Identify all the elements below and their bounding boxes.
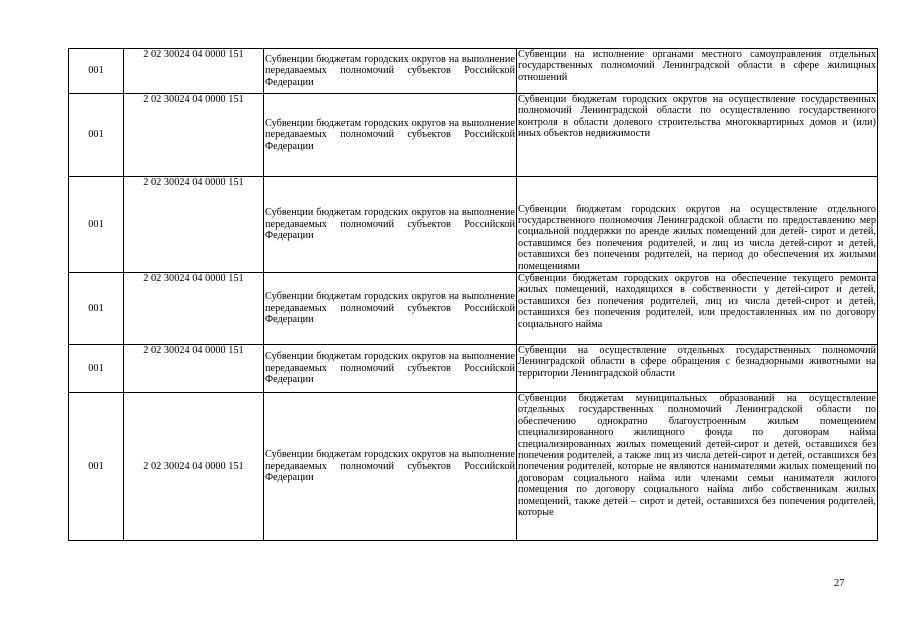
subvention-purpose-cell: Субвенции бюджетам городских округов на осуществление отдельного государственного полномочия Ленинградской области по предоставлению мер социальной поддержки по аренде жилых помещений для детей- сирот и детей, оставшимся без попечения родителей, и лиц из числа детей-сирот и детей, оставшихся без попечения родителей, на период до обеспечения их жилыми помещениями — [517, 177, 878, 273]
subvention-purpose-cell: Субвенции на исполнение органами местного самоуправления отдельных государственных полномочий Ленинградской области в сфере жилищных отношений — [517, 49, 878, 94]
admin-code-cell: 001 — [69, 273, 124, 345]
revenue-name-cell: Субвенции бюджетам городских округов на выполнение передаваемых полномочий субъектов Российской Федерации — [264, 49, 517, 94]
budget-classification-code-cell: 2 02 30024 04 0000 151 — [124, 273, 264, 345]
budget-classification-code-cell: 2 02 30024 04 0000 151 — [124, 177, 264, 273]
subvention-purpose-cell: Субвенции на осуществление отдельных государственных полномочий Ленинградской области в сфере обращения с безнадзорными животными на территории Ленинградской области — [517, 345, 878, 393]
document-sheet — [68, 48, 878, 541]
table-row — [69, 345, 878, 393]
table-row — [69, 94, 878, 177]
budget-classification-code-cell: 2 02 30024 04 0000 151 — [124, 345, 264, 393]
revenue-name-cell: Субвенции бюджетам городских округов на выполнение передаваемых полномочий субъектов Российской Федерации — [264, 393, 517, 541]
page-number: 27 — [834, 578, 845, 589]
admin-code-cell: 001 — [69, 393, 124, 541]
table-row — [69, 273, 878, 345]
admin-code-cell: 001 — [69, 49, 124, 94]
budget-classification-code-cell: 2 02 30024 04 0000 151 — [124, 94, 264, 177]
admin-code-cell: 001 — [69, 94, 124, 177]
admin-code-cell: 001 — [69, 177, 124, 273]
budget-classification-code-cell: 2 02 30024 04 0000 151 — [124, 49, 264, 94]
subvention-purpose-cell: Субвенции бюджетам городских округов на осуществление государственных полномочий Ленинградской области по осуществлению государственного контроля в области долевого строительства многоквартирных домов и (или) иных объектов недвижимости — [517, 94, 878, 177]
revenue-name-cell: Субвенции бюджетам городских округов на выполнение передаваемых полномочий субъектов Российской Федерации — [264, 345, 517, 393]
table-row — [69, 49, 878, 94]
subvention-purpose-cell: Субвенции бюджетам муниципальных образований на осуществление отдельных государственных полномочий Ленинградской области по обеспечению однократно благоустроенным жилым помещением специализированного жилищного фонда по договорам найма специализированных жилых помещений детей-сирот и детей, оставшихся без попечения родителей, а также лиц из числа детей-сирот и детей, оставшихся без попечения родителей, которые не являются нанимателями жилых помещений по договорам социального найма или членами семьи нанимателя жилого помещения по договору социального найма либо собственникам жилых помещений, также детей – сирот и детей, оставшихся без попечения родителей, которые — [517, 393, 878, 541]
admin-code-cell: 001 — [69, 345, 124, 393]
subvention-purpose-cell: Субвенции бюджетам городских округов на обеспечение текущего ремонта жилых помещений, находящихся в собственности у детей-сирот и детей, оставшихся без попечения родителей, лиц из числа детей-сирот и детей, оставшихся без попечения родителей, или предоставленных им по договору социального найма — [517, 273, 878, 345]
budget-classification-code-cell: 2 02 30024 04 0000 151 — [124, 393, 264, 541]
table-row — [69, 393, 878, 541]
table-row — [69, 177, 878, 273]
revenue-name-cell: Субвенции бюджетам городских округов на выполнение передаваемых полномочий субъектов Российской Федерации — [264, 273, 517, 345]
revenue-name-cell: Субвенции бюджетам городских округов на выполнение передаваемых полномочий субъектов Российской Федерации — [264, 177, 517, 273]
revenue-name-cell: Субвенции бюджетам городских округов на выполнение передаваемых полномочий субъектов Российской Федерации — [264, 94, 517, 177]
budget-table — [68, 48, 878, 541]
